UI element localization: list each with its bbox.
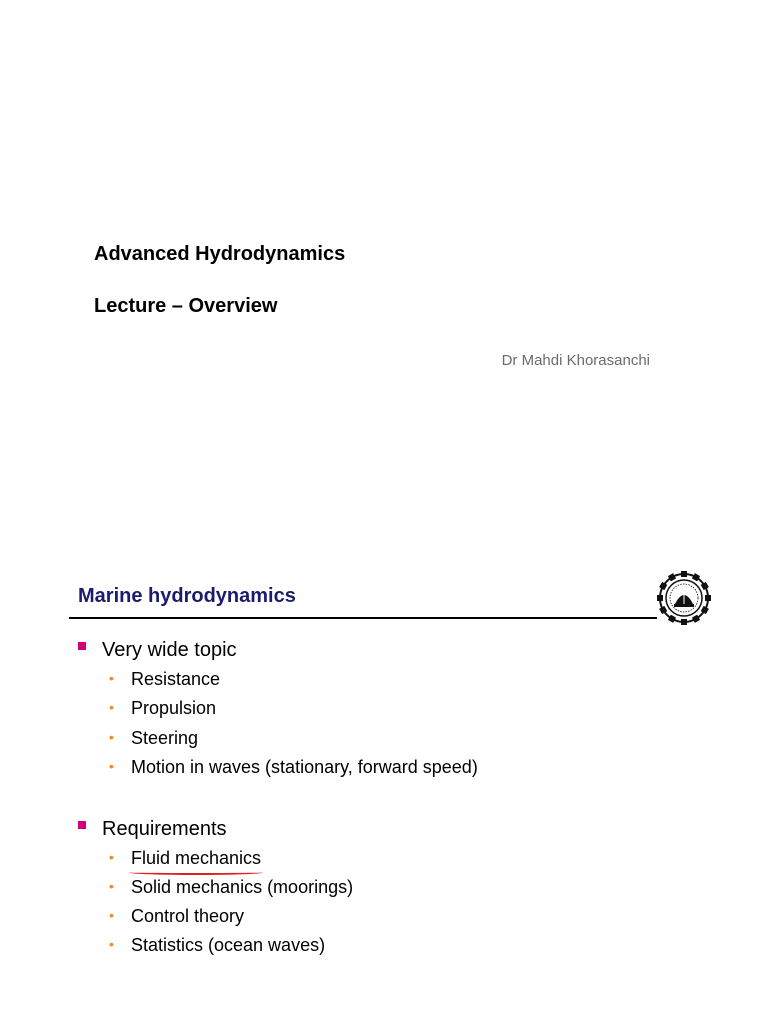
list-item-text: Solid mechanics (moorings)	[131, 877, 354, 897]
dot-bullet-icon: •	[109, 758, 114, 774]
bullet-requirements	[78, 816, 227, 842]
square-bullet-icon	[78, 642, 86, 650]
list-item-text-underlined: Fluid mechanics	[131, 848, 262, 868]
dot-bullet-icon: •	[109, 878, 114, 894]
lecture-title: Advanced Hydrodynamics	[94, 243, 346, 265]
list-item	[109, 933, 325, 957]
list-item	[109, 726, 198, 750]
list-item	[109, 667, 220, 691]
list-item-text: Propulsion	[131, 698, 217, 718]
slide-heading: Marine hydrodynamics	[78, 585, 296, 607]
author-name: Dr Mahdi Khorasanchi	[501, 352, 650, 369]
dot-bullet-icon: •	[109, 670, 114, 686]
list-item	[109, 904, 244, 928]
list-item-text: Steering	[131, 728, 199, 748]
list-item	[109, 875, 353, 899]
bullet-label: Requirements	[102, 818, 227, 840]
list-item	[109, 755, 478, 779]
list-item-text: Control theory	[131, 906, 245, 926]
square-bullet-icon	[78, 821, 86, 829]
dot-bullet-icon: •	[109, 936, 114, 952]
dot-bullet-icon: •	[109, 699, 114, 715]
bullet-very-wide-topic	[78, 637, 237, 663]
list-item-text: Resistance	[131, 669, 221, 689]
dot-bullet-icon: •	[109, 729, 114, 745]
university-seal-icon	[656, 570, 712, 626]
dot-bullet-icon: •	[109, 907, 114, 923]
lecture-subtitle: Lecture – Overview	[94, 295, 278, 317]
heading-divider	[69, 617, 657, 619]
dot-bullet-icon: •	[109, 849, 114, 865]
list-item-text: Statistics (ocean waves)	[131, 935, 326, 955]
list-item	[109, 846, 261, 870]
list-item-text: Motion in waves (stationary, forward speed)	[131, 757, 478, 777]
bullet-label: Very wide topic	[102, 639, 237, 661]
list-item	[109, 696, 216, 720]
